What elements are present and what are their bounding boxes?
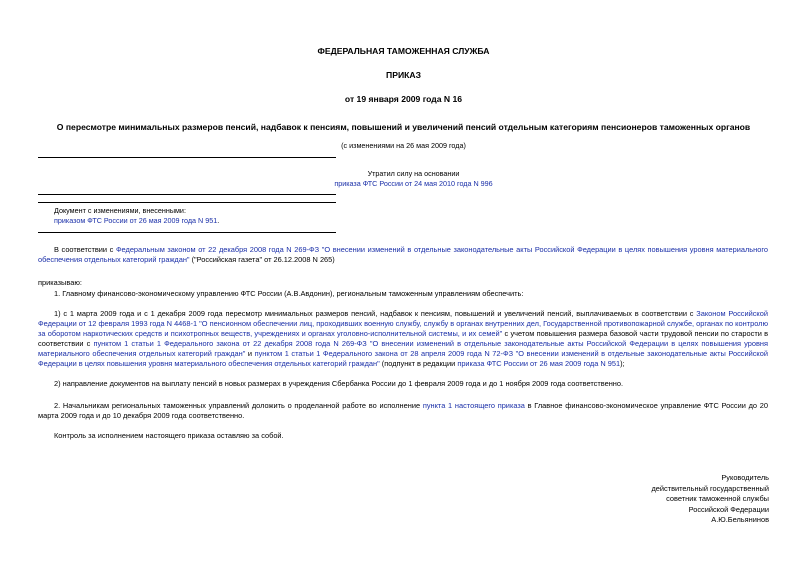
control-statement: Контроль за исполнением настоящего приказа оставляю за собой.: [54, 431, 284, 440]
signature-rank-2: советник таможенной службы: [666, 494, 769, 503]
document-title: О пересмотре минимальных размеров пенсий, надбавок к пенсиям, повышений и увеличений пенсий отдельным категориям пенсионеров таможенных органов: [56, 122, 751, 132]
lost-force-label: Утратил силу на основании: [367, 169, 460, 178]
sub1-text-e: );: [620, 359, 625, 368]
sub1-law-link-3[interactable]: пунктом 1 статьи 1 Федерального закона от 28 апреля 2009 года N 72-ФЗ "О внесении изменений в отдельные законодательные акты Российской Федерации в целях повышения уровня материального обеспечения отдельных категорий граждан": [38, 349, 768, 368]
sub1-order-link[interactable]: приказа ФТС России от 26 мая 2009 года N 951: [457, 359, 621, 368]
signature-block: [651, 473, 769, 526]
order-word: приказываю:: [38, 278, 82, 287]
item2-text-a: 2. Начальникам региональных таможенных управлений доложить о проделанной работе во исполнение: [54, 401, 423, 410]
preamble-source: ("Российская газета" от 26.12.2008 N 265): [189, 255, 335, 264]
preamble-text: В соответствии с: [54, 245, 116, 254]
item-1-sub-2: 2) направление документов на выплату пенсий в новых размерах в учреждения Сбербанка России до 1 февраля 2009 года и до 1 ноября 2009 года соответственно.: [54, 379, 624, 388]
divider-line: [38, 194, 336, 195]
lost-force-note: [330, 169, 497, 189]
signature-name: А.Ю.Бельянинов: [711, 515, 769, 524]
signature-country: Российской Федерации: [688, 504, 769, 514]
changes-link[interactable]: приказом ФТС России от 26 мая 2009 года N 951: [54, 216, 218, 225]
sub1-text-a: 1) с 1 марта 2009 года и с 1 декабря 2009 года пересмотр минимальных размеров пенсий, надбавок к пенсиям, повышений и увеличений пенсий, выплачиваемых в соответствии с: [54, 309, 697, 318]
divider-line: [38, 202, 336, 203]
lost-force-link[interactable]: приказа ФТС России от 24 мая 2010 года N 996: [334, 179, 493, 188]
revision-note: (с изменениями на 26 мая 2009 года): [341, 141, 466, 150]
document-type: ПРИКАЗ: [386, 70, 421, 80]
sub1-text-c: и: [245, 349, 255, 358]
document-date-number: от 19 января 2009 года N 16: [344, 94, 463, 104]
item-1-sub-1: [38, 309, 768, 369]
sub1-law-link-2[interactable]: пунктом 1 статьи 1 Федерального закона от 22 декабря 2008 года N 269-ФЗ "О внесении изменений в отдельные законодательные акты Российской Федерации в целях повышения уровня материального обеспечения отдельных категорий граждан": [38, 339, 769, 358]
divider-line: [38, 232, 336, 233]
agency-name: ФЕДЕРАЛЬНАЯ ТАМОЖЕННАЯ СЛУЖБА: [317, 46, 490, 56]
changes-tail: .: [217, 216, 220, 225]
divider-line: [38, 157, 336, 158]
preamble-paragraph: [38, 245, 768, 265]
changes-note: [54, 206, 334, 226]
item2-text-b: в Главное финансово-экономическое управление ФТС России до 20 марта 2009 года и до 10 декабря 2009 года соответственно.: [38, 401, 769, 420]
preamble-law-link[interactable]: Федеральным законом от 22 декабря 2008 года N 269-ФЗ "О внесении изменений в отдельные законодательные акты Российской Федерации в целях повышения уровня материального обеспечения отдельных категорий граждан": [38, 245, 768, 264]
sub1-text-d: (подпункт в редакции: [379, 359, 458, 368]
item2-link[interactable]: пункта 1 настоящего приказа: [422, 401, 525, 410]
changes-label: Документ с изменениями, внесенными:: [54, 206, 186, 215]
item-1: 1. Главному финансово-экономическому управлению ФТС России (А.В.Авдонин), региональным таможенным управлениям обеспечить:: [54, 289, 524, 298]
sub1-law-link-1[interactable]: Законом Российской Федерации от 12 февраля 1993 года N 4468-1 "О пенсионном обеспечении лиц, проходивших военную службу, службу в органах внутренних дел, Государственной противопожарной службе, органах по контролю за оборотом наркотических средств и психотропных веществ, учреждениях и органах уголовно-исполнительной системы, и их семей": [38, 309, 768, 338]
item-2: [38, 401, 768, 421]
signature-title: Руководитель: [721, 473, 769, 482]
sub1-text-b: с учетом повышения размера базовой части трудовой пенсии по старости в соответствии с: [38, 329, 768, 348]
signature-rank-1: действительный государственный: [651, 483, 769, 493]
